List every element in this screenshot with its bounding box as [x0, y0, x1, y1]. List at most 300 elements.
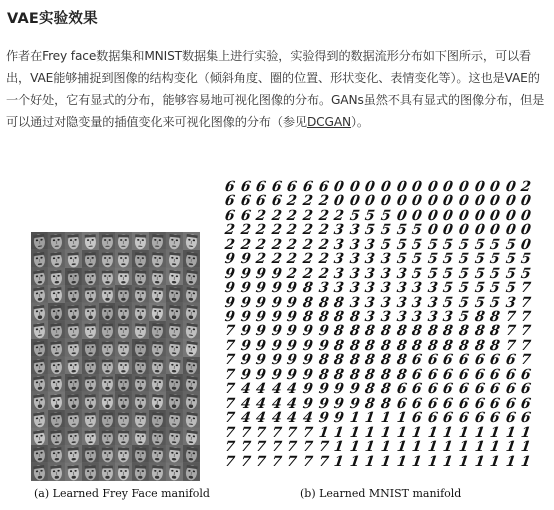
- mnist-digit: 9: [239, 280, 252, 297]
- mnist-digit: 0: [520, 237, 533, 254]
- face-thumbnail: [82, 303, 99, 321]
- mnist-digit: 5: [488, 251, 501, 268]
- mnist-digit: 2: [270, 251, 283, 268]
- mnist-digit: 5: [504, 265, 517, 282]
- mnist-digit: 1: [520, 453, 533, 470]
- mnist-digit: 8: [395, 352, 408, 369]
- mnist-digit: 6: [473, 367, 486, 384]
- face-thumbnail: [166, 410, 183, 428]
- caption-frey-face: (a) Learned Frey Face manifold: [34, 487, 210, 500]
- mnist-digit: 5: [457, 280, 470, 297]
- mnist-digit: 1: [442, 453, 455, 470]
- mnist-digit: 8: [332, 367, 345, 384]
- mnist-digit: 1: [364, 410, 377, 427]
- mnist-digit: 6: [239, 193, 252, 210]
- mnist-digit: 6: [442, 395, 455, 412]
- mnist-digit: 1: [317, 424, 330, 441]
- mnist-digit: 9: [317, 395, 330, 412]
- mnist-digit: 9: [239, 309, 252, 326]
- mnist-digit: 8: [488, 309, 501, 326]
- face-thumbnail: [115, 268, 132, 286]
- face-thumbnail: [31, 445, 48, 463]
- mnist-digit: 0: [379, 193, 392, 210]
- mnist-digit: 6: [223, 193, 236, 210]
- mnist-digit: 5: [379, 222, 392, 239]
- mnist-digit: 8: [348, 323, 361, 340]
- mnist-digit: 4: [254, 381, 267, 398]
- paragraph-text: 作者在Frey face数据集和MNIST数据集上进行实验，实验得到的数据流形分布如下图所示，可以看出，VAE能够捕捉到图像的结构变化（倾斜角度、圈的位置、形状变化、表情变化等）。这也是VAE的一个好处，它有显式的分布，能够容易地可视化图像的分布。GANs虽然不具有显式的图像分布，但是可以通过对隐变量的插值变化来可视化图像的分布（参见: [6, 49, 545, 129]
- face-thumbnail: [132, 285, 149, 303]
- mnist-digit: 7: [223, 439, 236, 456]
- face-thumbnail: [65, 250, 82, 268]
- mnist-digit: 9: [332, 410, 345, 427]
- mnist-digit: 8: [457, 338, 470, 355]
- face-thumbnail: [99, 303, 116, 321]
- face-thumbnail: [99, 232, 116, 250]
- mnist-digit: 2: [254, 222, 267, 239]
- mnist-digit: 9: [239, 323, 252, 340]
- mnist-digit: 2: [286, 265, 299, 282]
- mnist-digit: 9: [239, 367, 252, 384]
- face-thumbnail: [82, 428, 99, 446]
- mnist-digit: 5: [395, 251, 408, 268]
- mnist-digit: 0: [457, 222, 470, 239]
- face-thumbnail: [166, 357, 183, 375]
- face-thumbnail: [132, 303, 149, 321]
- face-thumbnail: [166, 250, 183, 268]
- face-thumbnail: [149, 285, 166, 303]
- mnist-digit: 9: [270, 280, 283, 297]
- mnist-digit: 2: [332, 208, 345, 225]
- mnist-digit: 1: [504, 453, 517, 470]
- mnist-digit: 0: [426, 179, 439, 196]
- face-thumbnail: [149, 463, 166, 481]
- mnist-digit: 9: [317, 323, 330, 340]
- mnist-digit: 3: [364, 251, 377, 268]
- face-thumbnail: [132, 357, 149, 375]
- mnist-digit: 1: [457, 453, 470, 470]
- mnist-digit: 8: [379, 338, 392, 355]
- mnist-digit: 1: [457, 439, 470, 456]
- face-thumbnail: [115, 374, 132, 392]
- section-title: VAE实验效果: [7, 11, 98, 27]
- mnist-digit: 8: [348, 338, 361, 355]
- mnist-digit: 2: [254, 208, 267, 225]
- mnist-digit: 5: [457, 294, 470, 311]
- mnist-digit: 7: [504, 309, 517, 326]
- mnist-digit: 3: [364, 265, 377, 282]
- mnist-digit: 1: [332, 424, 345, 441]
- mnist-digit: 8: [317, 367, 330, 384]
- mnist-digit: 1: [332, 439, 345, 456]
- mnist-digit: 9: [254, 323, 267, 340]
- mnist-digit: 2: [254, 251, 267, 268]
- mnist-digit: 7: [223, 410, 236, 427]
- mnist-digit: 9: [223, 251, 236, 268]
- mnist-digit: 6: [520, 410, 533, 427]
- mnist-digit: 8: [332, 309, 345, 326]
- mnist-digit: 8: [395, 323, 408, 340]
- mnist-digit: 7: [223, 367, 236, 384]
- mnist-digit: 4: [301, 410, 314, 427]
- mnist-digit: 9: [301, 352, 314, 369]
- mnist-digit: 5: [457, 309, 470, 326]
- mnist-digit: 7: [223, 352, 236, 369]
- mnist-digit: 2: [239, 237, 252, 254]
- dcgan-link[interactable]: DCGAN: [306, 115, 351, 129]
- face-thumbnail: [48, 339, 65, 357]
- mnist-digit: 6: [504, 410, 517, 427]
- face-thumbnail: [183, 374, 200, 392]
- mnist-digit: 1: [473, 439, 486, 456]
- face-thumbnail: [183, 392, 200, 410]
- mnist-digit: 3: [348, 280, 361, 297]
- mnist-digit: 1: [379, 424, 392, 441]
- mnist-digit: 5: [457, 251, 470, 268]
- mnist-digit: 9: [317, 381, 330, 398]
- face-thumbnail: [99, 445, 116, 463]
- mnist-digit: 8: [410, 323, 423, 340]
- mnist-digit: 6: [457, 352, 470, 369]
- mnist-digit: 1: [426, 424, 439, 441]
- face-thumbnail: [115, 392, 132, 410]
- mnist-digit: 0: [426, 222, 439, 239]
- mnist-digit: 5: [504, 237, 517, 254]
- mnist-digit: 9: [301, 367, 314, 384]
- mnist-digit: 6: [504, 381, 517, 398]
- face-thumbnail: [166, 303, 183, 321]
- face-thumbnail: [99, 410, 116, 428]
- mnist-digit: 0: [395, 193, 408, 210]
- mnist-digit: 6: [504, 395, 517, 412]
- face-thumbnail: [166, 321, 183, 339]
- mnist-digit: 5: [488, 265, 501, 282]
- mnist-digit: 6: [395, 395, 408, 412]
- mnist-digit: 9: [254, 367, 267, 384]
- face-thumbnail: [65, 410, 82, 428]
- mnist-digit: 3: [410, 309, 423, 326]
- mnist-digit: 9: [317, 338, 330, 355]
- face-thumbnail: [99, 250, 116, 268]
- face-thumbnail: [183, 339, 200, 357]
- face-thumbnail: [48, 250, 65, 268]
- mnist-digit: 3: [504, 294, 517, 311]
- face-thumbnail: [132, 410, 149, 428]
- face-thumbnail: [99, 392, 116, 410]
- mnist-digit: 0: [442, 208, 455, 225]
- face-thumbnail: [31, 392, 48, 410]
- mnist-digit: 5: [442, 251, 455, 268]
- face-thumbnail: [149, 374, 166, 392]
- mnist-digit: 6: [504, 367, 517, 384]
- face-thumbnail: [31, 374, 48, 392]
- mnist-digit: 3: [364, 309, 377, 326]
- mnist-digit: 7: [239, 439, 252, 456]
- mnist-digit: 5: [520, 251, 533, 268]
- mnist-digit: 1: [426, 453, 439, 470]
- mnist-digit: 2: [223, 222, 236, 239]
- face-thumbnail: [149, 268, 166, 286]
- face-thumbnail: [132, 250, 149, 268]
- mnist-digit: 3: [442, 309, 455, 326]
- mnist-digit: 6: [473, 381, 486, 398]
- mnist-digit: 7: [254, 439, 267, 456]
- face-thumbnail: [48, 392, 65, 410]
- mnist-digit: 1: [379, 410, 392, 427]
- mnist-digit: 6: [410, 367, 423, 384]
- mnist-digit: 0: [504, 208, 517, 225]
- mnist-digit: 2: [317, 208, 330, 225]
- face-thumbnail: [132, 268, 149, 286]
- mnist-digit: 7: [254, 424, 267, 441]
- face-thumbnail: [82, 392, 99, 410]
- mnist-digit: 8: [348, 352, 361, 369]
- mnist-digit: 6: [270, 179, 283, 196]
- mnist-digit: 7: [520, 338, 533, 355]
- mnist-digit: 3: [332, 222, 345, 239]
- mnist-digit: 5: [348, 208, 361, 225]
- paragraph-text-end: ）。: [350, 115, 369, 129]
- mnist-digit: 5: [442, 280, 455, 297]
- mnist-digit: 9: [286, 309, 299, 326]
- face-thumbnail: [65, 285, 82, 303]
- mnist-digit: 6: [410, 395, 423, 412]
- mnist-digit: 0: [473, 208, 486, 225]
- mnist-digit: 5: [473, 280, 486, 297]
- mnist-digit: 6: [473, 352, 486, 369]
- mnist-digit: 2: [520, 179, 533, 196]
- mnist-digit: 6: [488, 410, 501, 427]
- mnist-digit: 1: [473, 424, 486, 441]
- mnist-digit: 0: [473, 222, 486, 239]
- mnist-digit: 8: [379, 352, 392, 369]
- mnist-digit: 0: [473, 193, 486, 210]
- face-thumbnail: [166, 232, 183, 250]
- mnist-digit: 5: [364, 208, 377, 225]
- mnist-digit: 8: [364, 352, 377, 369]
- mnist-digit: 2: [254, 237, 267, 254]
- mnist-digit: 0: [442, 222, 455, 239]
- mnist-digit: 3: [332, 265, 345, 282]
- face-thumbnail: [48, 303, 65, 321]
- mnist-digit: 5: [520, 265, 533, 282]
- mnist-digit: 3: [426, 294, 439, 311]
- mnist-digit: 8: [332, 352, 345, 369]
- mnist-digit: 4: [270, 410, 283, 427]
- face-thumbnail: [65, 303, 82, 321]
- mnist-digit: 9: [254, 280, 267, 297]
- mnist-digit: 4: [254, 395, 267, 412]
- face-thumbnail: [31, 410, 48, 428]
- face-thumbnail: [132, 374, 149, 392]
- face-thumbnail: [65, 232, 82, 250]
- mnist-digit: 3: [395, 265, 408, 282]
- face-thumbnail: [132, 339, 149, 357]
- mnist-digit: 3: [332, 237, 345, 254]
- mnist-digit: 5: [473, 251, 486, 268]
- face-thumbnail: [31, 463, 48, 481]
- mnist-digit: 4: [239, 410, 252, 427]
- face-thumbnail: [115, 410, 132, 428]
- mnist-digit: 9: [239, 352, 252, 369]
- mnist-digit: 1: [395, 410, 408, 427]
- mnist-digit: 8: [442, 338, 455, 355]
- mnist-digit: 0: [410, 193, 423, 210]
- face-thumbnail: [166, 463, 183, 481]
- mnist-digit: 9: [270, 352, 283, 369]
- mnist-digit: 1: [332, 453, 345, 470]
- mnist-digit: 3: [426, 280, 439, 297]
- mnist-digit: 7: [520, 280, 533, 297]
- mnist-digit: 3: [364, 237, 377, 254]
- mnist-digit: 6: [301, 179, 314, 196]
- face-thumbnail: [31, 321, 48, 339]
- mnist-digit: 9: [317, 410, 330, 427]
- mnist-digit: 6: [270, 193, 283, 210]
- mnist-digit: 3: [379, 280, 392, 297]
- mnist-digit: 0: [488, 179, 501, 196]
- mnist-digit: 8: [317, 309, 330, 326]
- face-thumbnail: [166, 374, 183, 392]
- mnist-digit: 1: [364, 424, 377, 441]
- face-thumbnail: [65, 321, 82, 339]
- mnist-digit: 6: [286, 179, 299, 196]
- mnist-digit: 1: [473, 453, 486, 470]
- mnist-digit: 6: [488, 381, 501, 398]
- mnist-digit: 7: [520, 323, 533, 340]
- mnist-digit: 6: [488, 395, 501, 412]
- mnist-digit: 3: [348, 265, 361, 282]
- frey-face-manifold-image: [31, 232, 200, 481]
- mnist-digit: 9: [270, 323, 283, 340]
- face-thumbnail: [65, 357, 82, 375]
- face-thumbnail: [48, 321, 65, 339]
- mnist-digit: 8: [348, 309, 361, 326]
- mnist-digit: 5: [504, 280, 517, 297]
- mnist-digit: 6: [426, 381, 439, 398]
- face-thumbnail: [65, 374, 82, 392]
- mnist-digit: 5: [395, 222, 408, 239]
- face-thumbnail: [99, 357, 116, 375]
- mnist-digit: 6: [442, 352, 455, 369]
- mnist-digit: 8: [488, 323, 501, 340]
- face-thumbnail: [31, 428, 48, 446]
- mnist-digit: 8: [364, 367, 377, 384]
- mnist-digit: 2: [270, 237, 283, 254]
- mnist-digit: 8: [301, 309, 314, 326]
- mnist-digit: 0: [457, 193, 470, 210]
- face-thumbnail: [149, 428, 166, 446]
- face-thumbnail: [99, 463, 116, 481]
- mnist-digit: 8: [301, 280, 314, 297]
- mnist-digit: 6: [426, 395, 439, 412]
- mnist-digit: 2: [286, 251, 299, 268]
- mnist-digit: 9: [270, 294, 283, 311]
- face-thumbnail: [99, 268, 116, 286]
- mnist-digit: 0: [348, 193, 361, 210]
- face-thumbnail: [82, 445, 99, 463]
- mnist-digit: 6: [426, 410, 439, 427]
- mnist-digit: 8: [473, 338, 486, 355]
- mnist-digit: 7: [520, 352, 533, 369]
- mnist-digit: 7: [504, 338, 517, 355]
- mnist-digit: 0: [426, 208, 439, 225]
- face-thumbnail: [65, 268, 82, 286]
- mnist-digit: 1: [348, 424, 361, 441]
- mnist-digit: 8: [426, 323, 439, 340]
- mnist-digit: 1: [504, 439, 517, 456]
- mnist-digit: 0: [488, 193, 501, 210]
- mnist-digit: 6: [239, 179, 252, 196]
- mnist-digit: 9: [254, 352, 267, 369]
- mnist-digit: 3: [364, 294, 377, 311]
- mnist-digit: 9: [301, 323, 314, 340]
- mnist-digit: 9: [270, 265, 283, 282]
- mnist-digit: 1: [379, 453, 392, 470]
- mnist-digit: 7: [254, 453, 267, 470]
- mnist-digit: 7: [270, 424, 283, 441]
- mnist-digit: 9: [286, 280, 299, 297]
- mnist-digit: 6: [254, 193, 267, 210]
- face-thumbnail: [132, 428, 149, 446]
- mnist-digit: 5: [426, 251, 439, 268]
- mnist-digit: 8: [379, 395, 392, 412]
- mnist-digit: 3: [426, 309, 439, 326]
- mnist-digit: 6: [504, 352, 517, 369]
- face-thumbnail: [149, 339, 166, 357]
- mnist-digit: 5: [473, 294, 486, 311]
- mnist-digit: 1: [520, 439, 533, 456]
- mnist-digit: 3: [395, 309, 408, 326]
- mnist-digit: 6: [410, 410, 423, 427]
- face-thumbnail: [166, 268, 183, 286]
- mnist-digit: 6: [317, 179, 330, 196]
- face-thumbnail: [82, 285, 99, 303]
- mnist-digit: 1: [348, 410, 361, 427]
- face-thumbnail: [82, 357, 99, 375]
- mnist-digit: 5: [457, 265, 470, 282]
- mnist-digit: 0: [520, 208, 533, 225]
- mnist-digit: 5: [488, 237, 501, 254]
- mnist-digit: 1: [364, 439, 377, 456]
- mnist-digit: 0: [504, 193, 517, 210]
- face-thumbnail: [31, 339, 48, 357]
- mnist-digit: 3: [379, 265, 392, 282]
- mnist-digit: 7: [504, 323, 517, 340]
- face-thumbnail: [99, 374, 116, 392]
- face-thumbnail: [183, 285, 200, 303]
- mnist-digit: 6: [473, 395, 486, 412]
- mnist-digit: 5: [426, 265, 439, 282]
- mnist-digit: 2: [301, 265, 314, 282]
- mnist-digit: 7: [223, 381, 236, 398]
- face-thumbnail: [82, 410, 99, 428]
- face-thumbnail: [99, 428, 116, 446]
- mnist-digit: 9: [286, 352, 299, 369]
- mnist-digit: 3: [332, 251, 345, 268]
- mnist-digit: 8: [332, 338, 345, 355]
- mnist-digit: 9: [270, 367, 283, 384]
- face-thumbnail: [99, 321, 116, 339]
- mnist-digit: 5: [379, 208, 392, 225]
- mnist-digit: 9: [223, 294, 236, 311]
- caption-mnist: (b) Learned MNIST manifold: [300, 487, 462, 500]
- mnist-digit: 6: [520, 395, 533, 412]
- face-thumbnail: [183, 357, 200, 375]
- face-thumbnail: [31, 357, 48, 375]
- mnist-digit: 1: [348, 453, 361, 470]
- mnist-digit: 7: [301, 424, 314, 441]
